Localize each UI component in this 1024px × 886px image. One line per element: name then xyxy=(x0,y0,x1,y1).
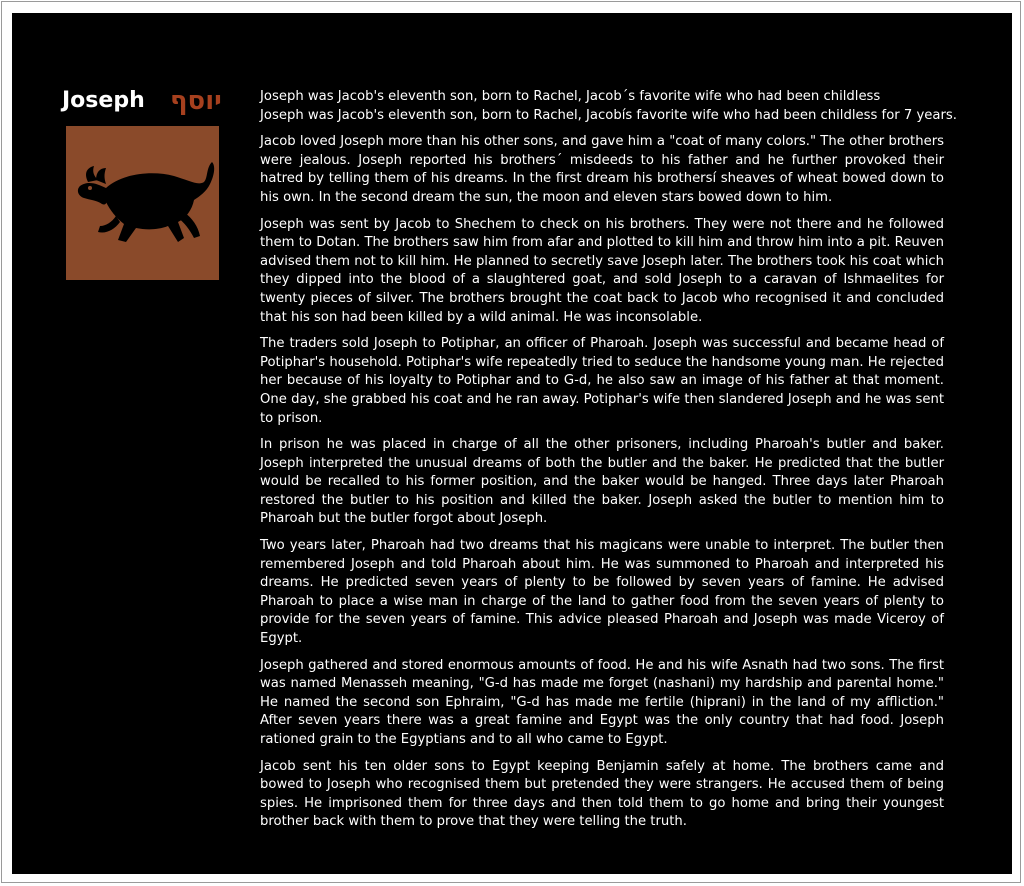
intro-line: Joseph was Jacob's eleventh son, born to Rachel, Jacob´s favorite wife who had been childless xyxy=(260,89,881,104)
intro-paragraph xyxy=(260,88,957,125)
story-text xyxy=(260,88,957,840)
paragraph-potiphar: The traders sold Joseph to Potiphar, an officer of Pharoah. Joseph was successful and became head of Potiphar's household. Potiphar's wife repeatedly tried to seduce the handsome young man. He rejected her because of his loyalty to Potiphar and to G-d, he also saw an image of his father at that moment. One day, she grabbed his coat and he ran away. Potiphar's wife then slandered Joseph and he was sent to prison. xyxy=(260,336,944,426)
tribe-emblem xyxy=(66,126,219,280)
bull-icon xyxy=(66,126,219,280)
page-title: Joseph xyxy=(62,88,145,113)
paragraph-prison: In prison he was placed in charge of all the other prisoners, including Pharoah's butler and baker. Joseph interpreted the unusual dreams of both the butler and the baker. He predicted that the butler would be recalled to his former position, and the baker would be hanged. Three days later Pharoah restored the butler to his position and killed the baker. Joseph asked the butler to mention him to Pharoah but the butler forgot about Joseph. xyxy=(260,437,944,527)
paragraph-coat: Jacob loved Joseph more than his other sons, and gave him a "coat of many colors." The other brothers were jealous. Joseph reported his brothers´ misdeeds to his father and he further provoked their hatred by telling them of his dreams. In the first dream his brothersí sheaves of wheat bowed down to his own. In the second dream the sun, the moon and eleven stars bowed down to him. xyxy=(260,134,944,205)
intro-line: Joseph was Jacob's eleventh son, born to Rachel, Jacobís favorite wife who had been childless for 7 years. xyxy=(260,107,957,123)
paragraph-brothers: Jacob sent his ten older sons to Egypt keeping Benjamin safely at home. The brothers came and bowed to Joseph who recognised them but pretended they were strangers. He accused them of being spies. He imprisoned them for three days and then told them to go home and bring their youngest brother back with them to prove that they were telling the truth. xyxy=(260,758,944,830)
paragraph-shechem: Joseph was sent by Jacob to Shechem to check on his brothers. They were not there and he followed them to Dotan. The brothers saw him from afar and plotted to kill him and throw him into a pit. Reuven advised them not to kill him. He planned to secretly save Joseph later. The brothers took his coat which they dipped into the blood of a slaughtered goat, and sold Joseph to a caravan of Ishmaelites for twenty pieces of silver. The brothers brought the coat back to Jacob who recognised it and concluded that his son had been killed by a wild animal. He was inconsolable. xyxy=(260,216,944,325)
paragraph-pharoah-dreams: Two years later, Pharoah had two dreams that his magicans were unable to interpret. The butler then remembered Joseph and told Pharoah about him. He was summoned to Pharoah and interpreted his dreams. He predicted seven years of plenty to be followed by seven years of famine. He advised Pharoah to place a wise man in charge of the land to gather food from the seven years of plenty to provide for the seven years of famine. This advice pleased Pharoah and Joseph was made Viceroy of Egypt. xyxy=(260,538,944,647)
paragraph-famine: Joseph gathered and stored enormous amounts of food. He and his wife Asnath had two sons. The first was named Menasseh meaning, "G-d has made me forget (nashani) my hardship and parental home." He named the second son Ephraim, "G-d has made me fertile (hiprani) in the land of my affliction." After seven years there was a great famine and Egypt was the only country that had food. Joseph rationed grain to the Egyptians and to all who came to Egypt. xyxy=(260,657,944,747)
hebrew-title: יוסף xyxy=(170,86,222,116)
